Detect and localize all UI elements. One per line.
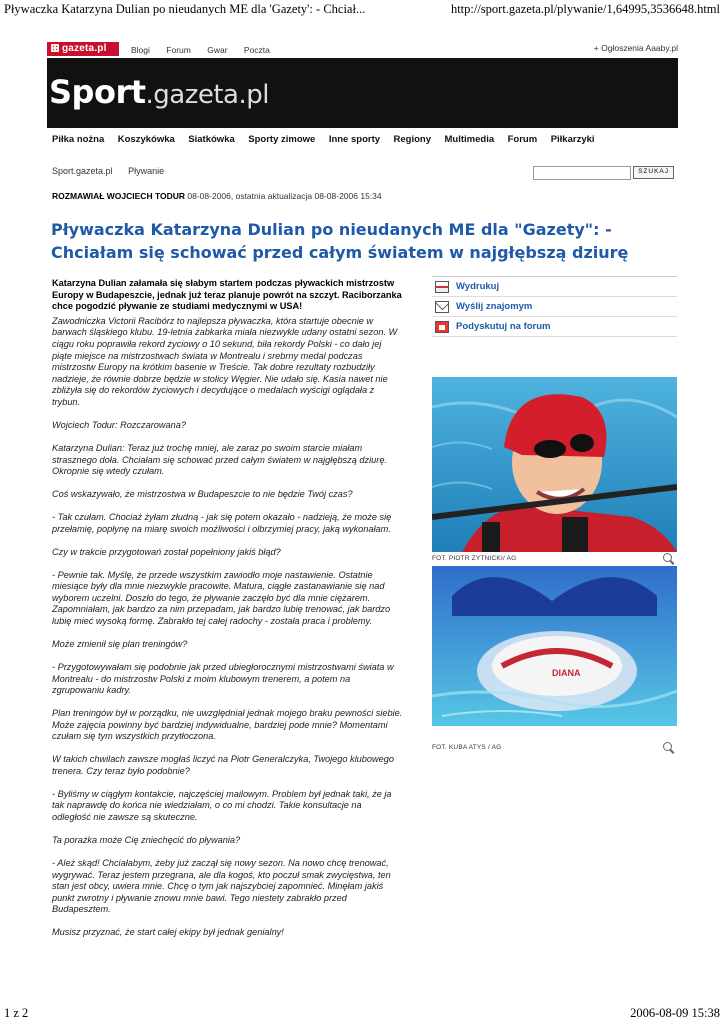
breadcrumb bbox=[52, 166, 177, 176]
logo-text: gazeta.pl bbox=[62, 43, 107, 54]
nav-siatkowka[interactable]: Siatkówka bbox=[188, 134, 235, 145]
print-label: Wydrukuj bbox=[456, 281, 500, 292]
print-header bbox=[0, 0, 724, 20]
gazeta-logo[interactable] bbox=[47, 42, 119, 56]
zoom-icon[interactable] bbox=[663, 742, 675, 754]
article-paragraph: - Tak czułam. Chociaż żyłam złudną - jak się potem okazało - nadzieją, że może się przełamię, popłynę na miarę swoich możliwości i olbrzymiej pracy, jaką wykonałam. bbox=[52, 512, 392, 534]
brand-rest: .gazeta.pl bbox=[145, 80, 269, 110]
forum-icon bbox=[435, 321, 449, 333]
article-paragraphs bbox=[52, 316, 403, 939]
article-paragraph: - Byliśmy w ciągłym kontakcie, najczęściej mailowym. Problem był jednak taki, że ja tak naprawdę do końca nie wiedziałam, o co mi chodzi. Takie konsultacje na odległość nie zawsze są skuteczne. bbox=[52, 788, 392, 823]
photo-2-credit: FOT. KUBA ATYS / AG bbox=[432, 744, 502, 751]
forum-label: Podyskutuj na forum bbox=[456, 321, 551, 332]
breadcrumb-sport[interactable]: Sport.gazeta.pl bbox=[52, 166, 113, 176]
nav-regiony[interactable]: Regiony bbox=[393, 134, 431, 145]
top-link-gwar[interactable]: Gwar bbox=[207, 45, 228, 55]
send-label: Wyślij znajomym bbox=[456, 301, 533, 312]
sport-banner[interactable] bbox=[47, 58, 678, 128]
top-link-poczta[interactable]: Poczta bbox=[243, 45, 270, 55]
article-paragraph: - Pewnie tak. Myślę, że przede wszystkim zawiodło moje nastawienie. Ostatnie miesiące były dla mnie niezwykle pracowite. Matura, ciągłe zastanawianie się nad wyborem uczelni. Doszło do tego, że pływanie zaczęło być dla mnie ciężarem. Zapomniałam, jak bardzo za nim przepadam, jak bardzo lubię trenować, jak bardzo lubię mieć wysoką formę. Zabrakło tej całej radochy - została praca i problemy. bbox=[52, 569, 391, 626]
photo-swimmer-underwater[interactable] bbox=[432, 566, 677, 741]
photo-swimmer-smiling[interactable] bbox=[432, 377, 677, 552]
envelope-icon bbox=[435, 301, 449, 313]
byline bbox=[52, 191, 382, 201]
brand-bold: Sport bbox=[49, 73, 146, 111]
swimmer-smiling-image bbox=[432, 377, 677, 552]
search-box bbox=[533, 164, 674, 182]
article-body bbox=[52, 278, 403, 950]
nav-pilka-nozna[interactable]: Piłka nożna bbox=[52, 134, 105, 145]
article-lead: Katarzyna Dulian załamała się słabym startem podczas pływackich mistrzostw Europy w Budapeszcie, jednak już teraz planuje powrót na szczyt. Raciborzanka chce pogodzić pływanie ze studiami medycznymi w USA! bbox=[52, 278, 402, 312]
main-nav bbox=[47, 134, 678, 145]
article-paragraph: - Przygotowywałam się podobnie jak przed ubiegłorocznymi mistrzostwami świata w Montrealu - do mistrzostw Polski z moim klubowym trenerem, a potem na zgrupowaniu kadry. bbox=[52, 661, 394, 696]
top-link-forum[interactable]: Forum bbox=[166, 45, 191, 55]
nav-multimedia[interactable]: Multimedia bbox=[444, 134, 495, 145]
article-paragraph: Czy w trakcie przygotowań został popełniony jakiś błąd? bbox=[52, 546, 281, 557]
print-footer bbox=[0, 1004, 724, 1024]
nav-inne-sporty[interactable]: Inne sporty bbox=[328, 134, 381, 145]
ogloszenia-link[interactable]: + Ogłoszenia Aaaby.pl bbox=[593, 43, 678, 53]
article-paragraph: W takich chwilach zawsze mogłaś liczyć na Piotr Generalczyka, Twojego klubowego trenera. Czy teraz było podobnie? bbox=[52, 754, 394, 776]
breadcrumb-plywanie[interactable]: Pływanie bbox=[128, 166, 165, 176]
photo-1-caption bbox=[432, 552, 677, 566]
search-button[interactable]: SZUKAJ bbox=[633, 166, 674, 179]
photo-1-credit: FOT. PIOTR ZYTNICKI/ AG bbox=[432, 555, 517, 562]
author: ROZMAWIAŁ WOJCIECH TODUR bbox=[52, 191, 186, 201]
nav-forum[interactable]: Forum bbox=[507, 134, 538, 145]
article-paragraph: Plan treningów był w porządku, nie uwzględniał jednak mojego braku pewności siebie. Może zajęcia powinny być bardziej indywidualne, bardziej pode mnie? Momentami czułam się tym wszystkich przytłoczona. bbox=[52, 708, 403, 742]
article-tools bbox=[432, 276, 677, 337]
sidebar bbox=[432, 276, 677, 755]
swimmer-underwater-image bbox=[432, 566, 677, 726]
print-tool[interactable] bbox=[432, 277, 677, 297]
site bbox=[47, 38, 678, 938]
article-paragraph: - Ależ skąd! Chciałabym, żeby już zaczął się nowy sezon. Na nowo chcę trenować, wygrywać. Teraz jestem przegrana, ale dla kogoś, kto poczuł smak zwycięstwa, ten stan jest obcy, uwiera mnie. Chcę o tym jak najszybciej zapomnieć. Minęłam jakiś punkt zwrotny i pływanie znowu mnie bawi. Tego niestety zabrakło przed Budapesztem. bbox=[52, 858, 391, 915]
print-datetime: 2006-08-09 15:38 bbox=[630, 1006, 720, 1020]
printer-icon bbox=[435, 281, 449, 293]
article-paragraph: Coś wskazywało, że mistrzostwa w Budapeszcie to nie będzie Twój czas? bbox=[52, 489, 353, 500]
cap-text: DIANA bbox=[552, 668, 581, 678]
article-paragraph: Ta porażka może Cię zniechęcić do pływania? bbox=[52, 835, 241, 846]
article-paragraph: Wojciech Todur: Rozczarowana? bbox=[52, 419, 186, 430]
nav-pilkarzyki[interactable]: Piłkarzyki bbox=[550, 134, 595, 145]
article-paragraph: Musisz przyznać, że start całej ekipy był jednak genialny! bbox=[52, 927, 284, 938]
article-paragraph: Zawodniczka Victorii Racibórz to najlepsza pływaczka, która startuje obecnie w barwach śląskiego klubu. 19-letnia żabkarka miała niezwykle udany ostatni sezon. W ciągu roku poprawiła rekord życiowy o 10 sekund, biła rekordy Polski - co dało jej piąte miejsce na mistrzostwach świata w Montrealu i srebrny medal podczas mistrzostw Europy na krótkim basenie w Treście. Tak dobre rezultaty rozbudziły nadzieje, że równie dobrze będzie w stolicy Węgier. Nie udało się. Kasia nawet nie zbliżyła się do rekordów życiowych i decydujące o medalach wyścigi oglądała z trybun. bbox=[52, 315, 398, 407]
article-title: Pływaczka Katarzyna Dulian po nieudanych ME dla "Gazety": - Chciałam się schować przed całym światem w najgłębszą dziurę bbox=[51, 220, 629, 262]
photo-2-caption bbox=[432, 741, 677, 755]
article-paragraph: Może zmienił się plan treningów? bbox=[52, 638, 188, 649]
sport-brand bbox=[49, 74, 269, 113]
article-dates: 08-08-2006, ostatnia aktualizacja 08-08-2006 15:34 bbox=[187, 191, 382, 201]
logo-grid-icon bbox=[51, 44, 59, 52]
search-input[interactable] bbox=[533, 166, 631, 180]
nav-koszykowka[interactable]: Koszykówka bbox=[117, 134, 175, 145]
send-tool[interactable] bbox=[432, 297, 677, 317]
print-title: Pływaczka Katarzyna Dulian po nieudanych ME dla 'Gazety': - Chciał... bbox=[4, 2, 366, 16]
article-paragraph: Katarzyna Dulian: Teraz już trochę mniej, ale zaraz po swoim starcie miałam strasznego doła. Chciałam się schować przed całym światem w najgłębszą dziurę. Okropnie się wtedy czułam. bbox=[52, 442, 387, 477]
topbar bbox=[47, 38, 678, 58]
forum-tool[interactable] bbox=[432, 317, 677, 337]
nav-sporty-zimowe[interactable]: Sporty zimowe bbox=[248, 134, 316, 145]
zoom-icon[interactable] bbox=[663, 553, 675, 565]
page-number: 1 z 2 bbox=[4, 1006, 29, 1020]
tools-spacer bbox=[432, 337, 677, 377]
top-link-blogi[interactable]: Blogi bbox=[131, 45, 150, 55]
print-url[interactable]: http://sport.gazeta.pl/plywanie/1,64995,3536648.html bbox=[450, 2, 720, 16]
top-links bbox=[131, 45, 284, 55]
